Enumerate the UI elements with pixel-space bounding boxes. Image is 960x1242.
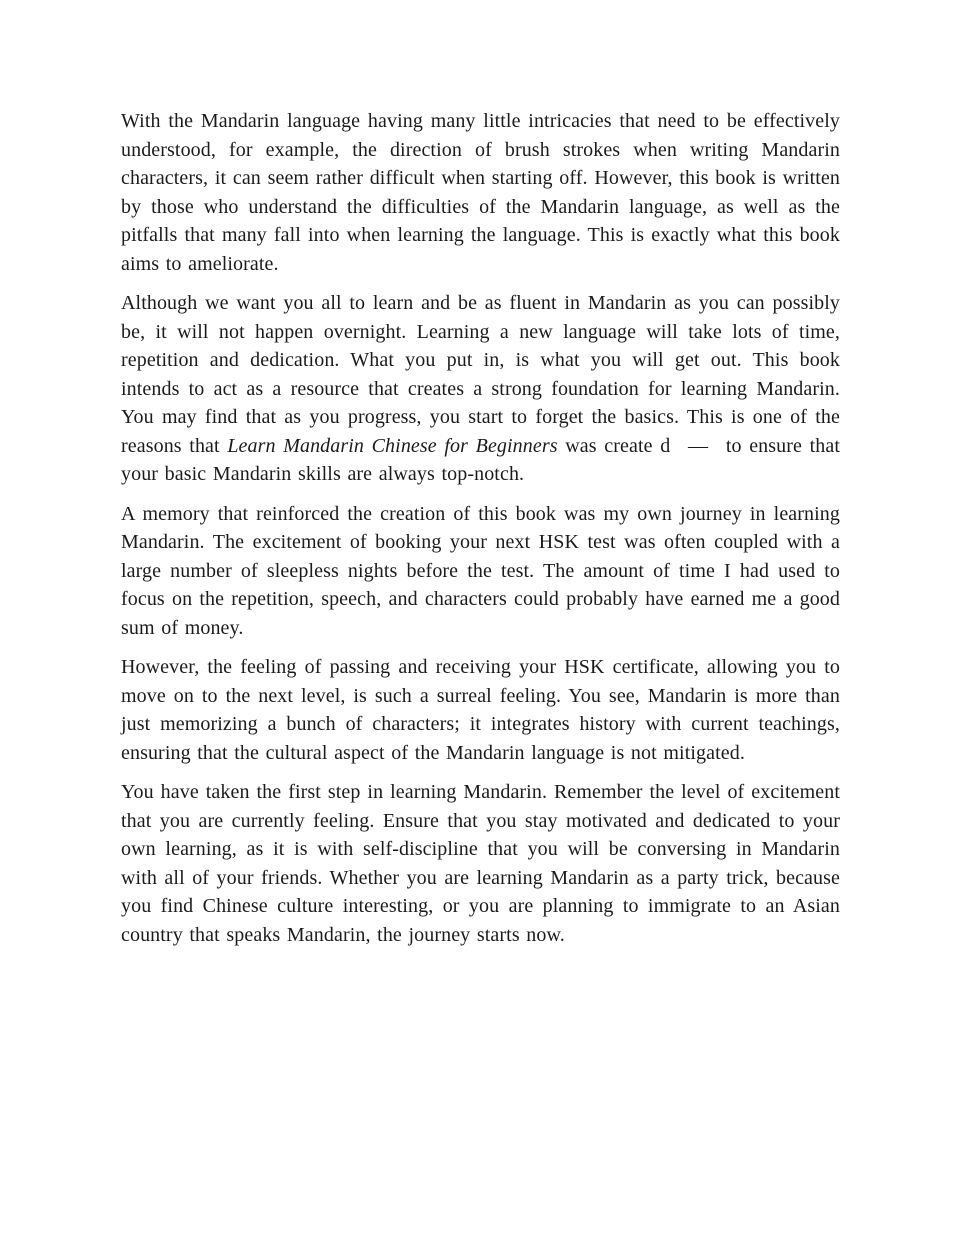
paragraph-book-purpose-text-before: Although we want you all to learn and be as fluent in Mandarin as you can possibly be, it will not happen overnight. Learning a new language will take lots of time, repetition and dedication. What you put in, is what you will get out. This book intends to act as a resource that creates a strong foundation for learning Mandarin. You may find that as you progress, you start to forget the basics. This is one of the reasons that <box>121 292 840 457</box>
paragraph-intro-difficulty: With the Mandarin language having many little intricacies that need to be effectively understood, for example, the direction of brush strokes when writing Mandarin characters, it can seem rather difficult when starting off. However, this book is written by those who understand the difficulties of the Mandarin language, as well as the pitfalls that many fall into when learning the language. This is exactly what this book aims to ameliorate. <box>121 110 840 275</box>
paragraph-author-memory: A memory that reinforced the creation of this book was my own journey in learning Mandarin. The excitement of booking your next HSK test was often coupled with a large number of sleepless nights before the test. The amount of time I had used to focus on the repetition, speech, and characters could probably have earned me a good sum of money. <box>121 502 840 639</box>
book-title-italic: Learn Mandarin Chinese for Beginners <box>227 434 558 457</box>
paragraph-hsk-certificate: However, the feeling of passing and receiving your HSK certificate, allowing you to move on to the next level, is such a surreal feeling. You see, Mandarin is more than just memorizing a bunch of characters; it integrates history with current teachings, ensuring that the cultural aspect of the Mandarin language is not mitigated. <box>121 656 840 764</box>
paragraph-book-purpose-text-after: was create d — to ensure that your basic Mandarin skills are always top-notch. <box>121 434 840 485</box>
paragraph-first-step: You have taken the first step in learning Mandarin. Remember the level of excitement that you are currently feeling. Ensure that you stay motivated and dedicated to your own learning, as it is with self-discipline that you will be conversing in Mandarin with all of your friends. Whether you are learning Mandarin as a party trick, because you find Chinese culture interesting, or you are planning to immigrate to an Asian country that speaks Mandarin, the journey starts now. <box>121 781 840 946</box>
paragraph-book-purpose <box>121 289 840 489</box>
